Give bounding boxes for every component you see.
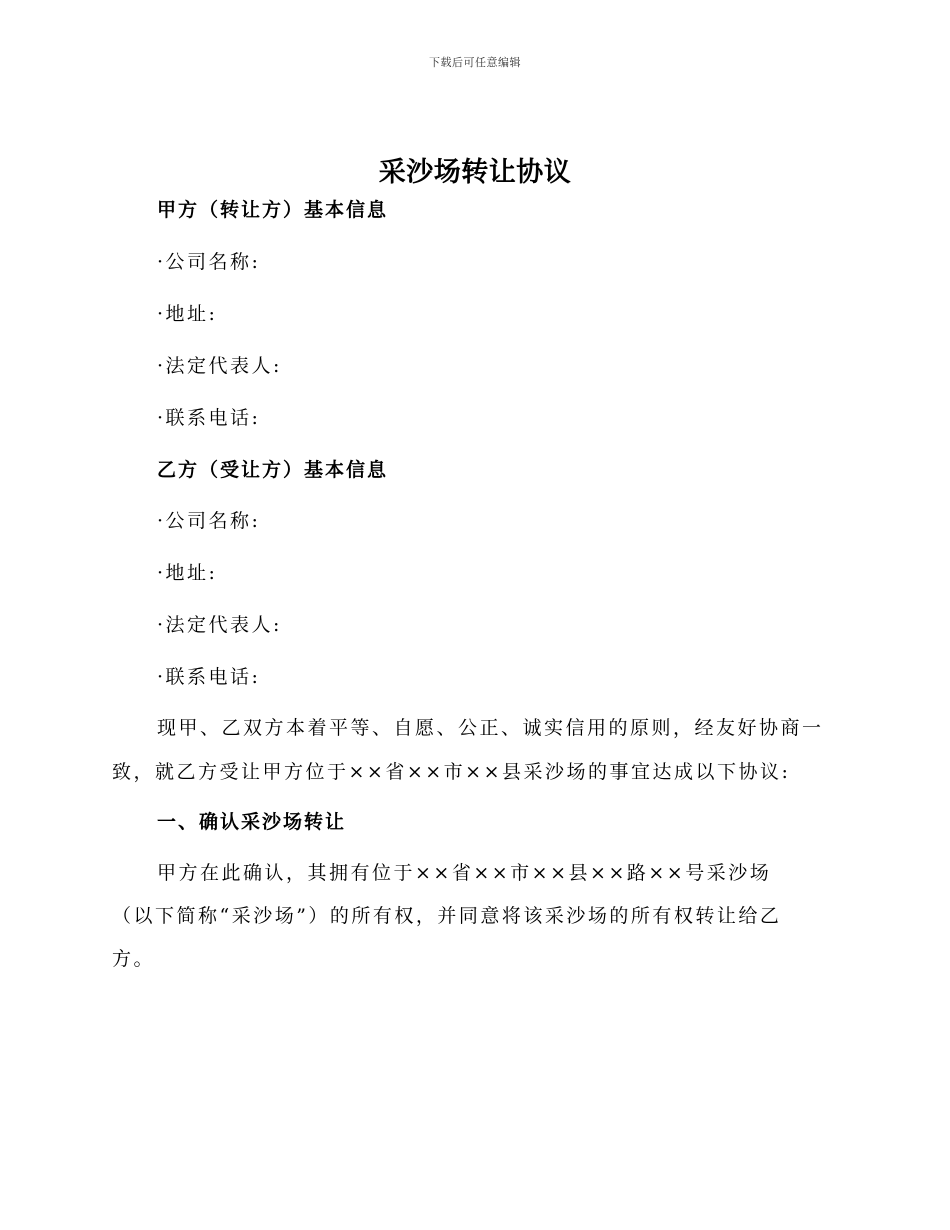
intro-paragraph-line-2: 致，就乙方受让甲方位于××省××市××县采沙场的事宜达成以下协议: <box>112 761 791 783</box>
party-b-heading: 乙方（受让方）基本信息 <box>157 459 389 481</box>
party-a-phone-field: ·联系电话: <box>157 407 261 429</box>
intro-paragraph-line-1: 现甲、乙双方本着平等、自愿、公正、诚实信用的原则，经友好协商一 <box>157 717 824 739</box>
section-1-paragraph-line-3: 方。 <box>112 948 156 970</box>
header-note: 下载后可任意编辑 <box>429 56 521 69</box>
party-a-company-name-field: ·公司名称: <box>157 251 261 273</box>
party-b-legal-rep-field: ·法定代表人: <box>157 614 282 636</box>
party-a-address-field: ·地址: <box>157 303 218 325</box>
party-b-phone-field: ·联系电话: <box>157 666 261 688</box>
party-a-heading: 甲方（转让方）基本信息 <box>157 199 389 221</box>
party-b-company-name-field: ·公司名称: <box>157 510 261 532</box>
party-a-legal-rep-field: ·法定代表人: <box>157 355 282 377</box>
section-1-paragraph-line-2: （以下简称“采沙场”）的所有权，并同意将该采沙场的所有权转让给乙 <box>112 905 782 927</box>
section-1-paragraph-line-1: 甲方在此确认，其拥有位于××省××市××县××路××号采沙场 <box>157 862 772 884</box>
section-1-heading: 一、确认采沙场转让 <box>157 811 347 833</box>
party-b-address-field: ·地址: <box>157 562 218 584</box>
document-title: 采沙场转让协议 <box>378 157 572 188</box>
